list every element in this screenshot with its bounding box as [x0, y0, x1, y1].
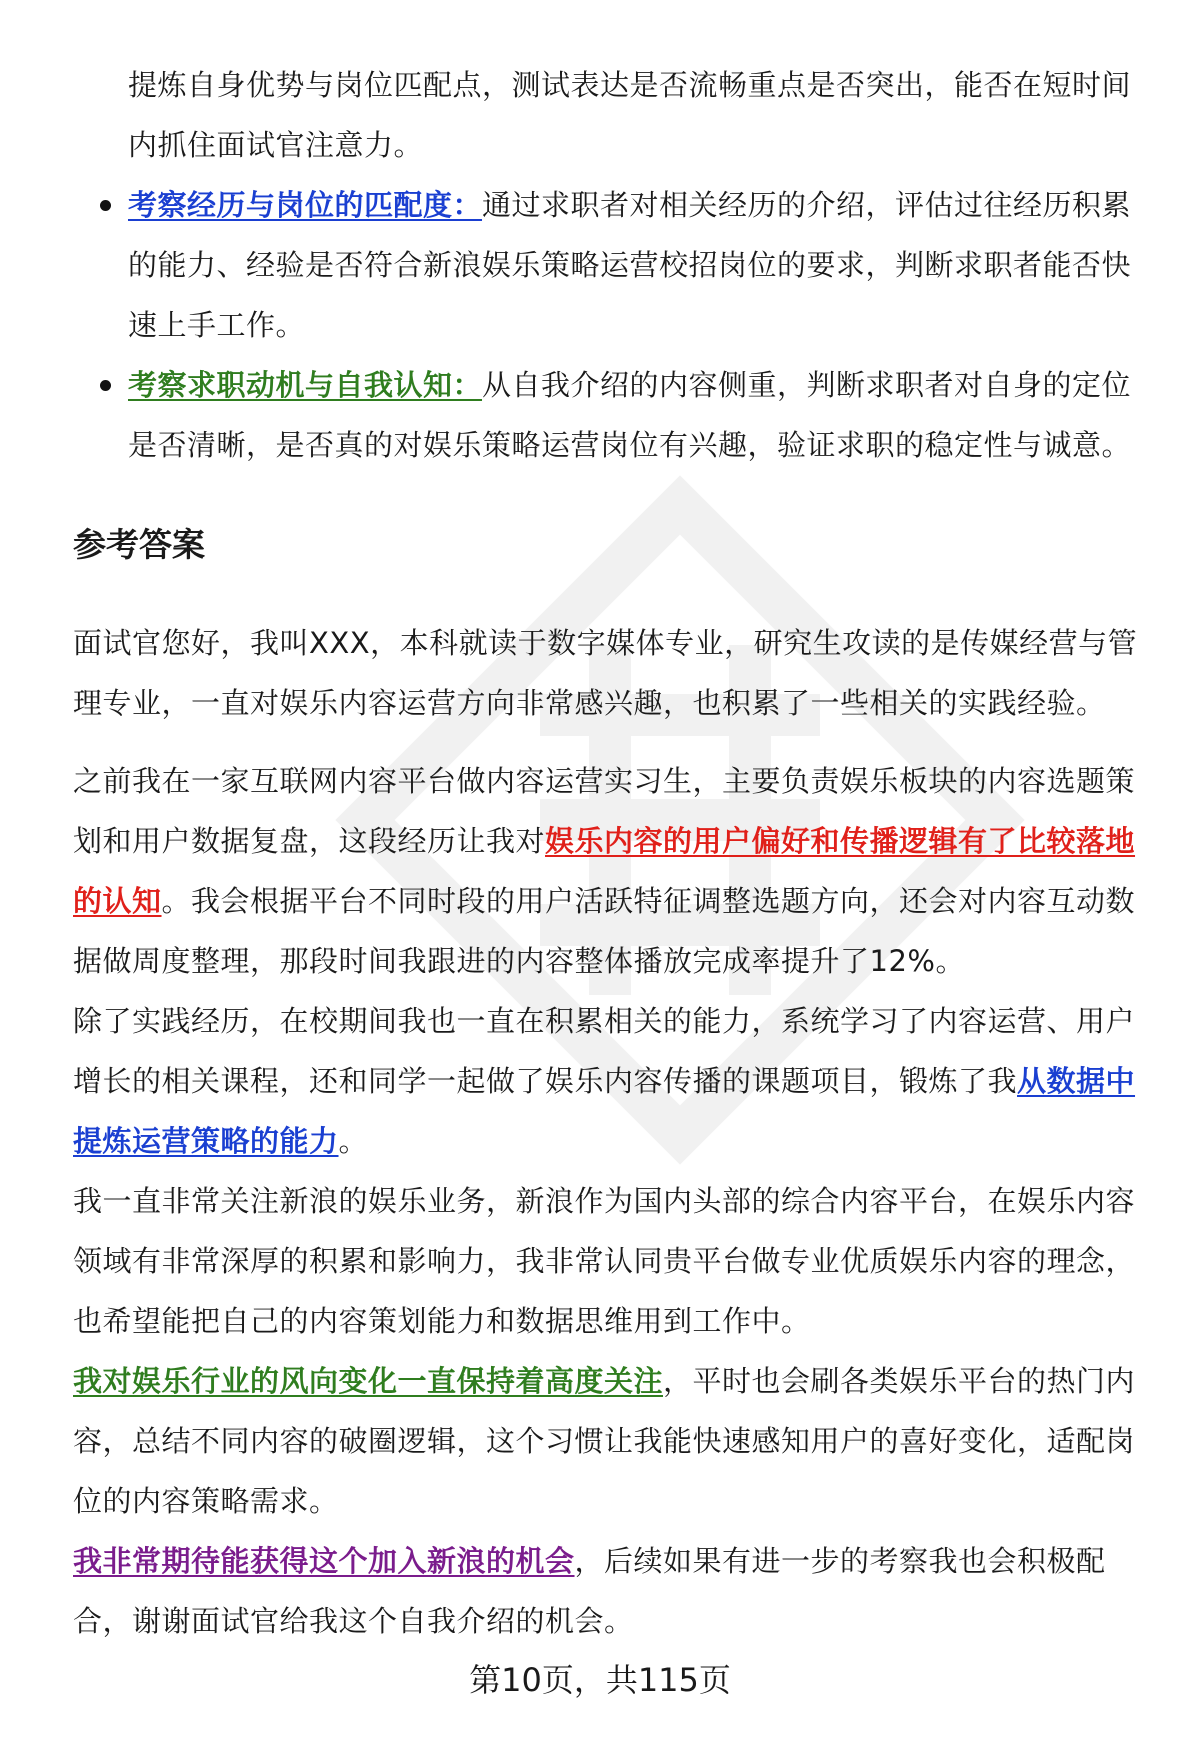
answer-text: ，平时也会刷各类娱乐平台的热门内容，总结不同内容的破圈逻辑，这个习惯让我能快速感知用户的喜好变化，适配岗位的内容策略需求。 — [73, 1364, 1136, 1518]
answer-text: ，后续如果有进一步的考察我也会积极配合，谢谢面试官给我这个自我介绍的机会。 — [73, 1544, 1106, 1638]
section-title: 参考答案 — [73, 525, 205, 564]
criteria-list — [73, 175, 1148, 475]
document-content — [73, 55, 1148, 1651]
answer-paragraph-1: 面试官您好，我叫XXX，本科就读于数字媒体专业，研究生攻读的是传媒经营与管理专业，一直对娱乐内容运营方向非常感兴趣，也积累了一些相关的实践经验。 — [73, 626, 1138, 720]
bullet-dot-icon — [100, 380, 111, 391]
answer-highlight-red: 娱乐内容的用户偏好和传播逻辑有了比较落地的认知 — [73, 824, 1136, 918]
criteria-label: 考察求职动机与自我认知： — [128, 368, 483, 402]
answer-paragraph-3 — [73, 991, 1148, 1171]
answer-highlight-blue: 从数据中提炼运营策略的能力 — [73, 1064, 1136, 1158]
criteria-text: 从自我介绍的内容侧重，判断求职者对自身的定位是否清晰，是否真的对娱乐策略运营岗位有兴趣，验证求职的稳定性与诚意。 — [128, 368, 1132, 462]
answer-paragraph-4: 我一直非常关注新浪的娱乐业务，新浪作为国内头部的综合内容平台，在娱乐内容领域有非常深厚的积累和影响力，我非常认同贵平台做专业优质娱乐内容的理念，也希望能把自己的内容策划能力和数据思维用到工作中。 — [73, 1184, 1136, 1338]
intro-continuation: 提炼自身优势与岗位匹配点，测试表达是否流畅重点是否突出，能否在短时间内抓住面试官注意力。 — [128, 68, 1132, 162]
criteria-text: 通过求职者对相关经历的介绍，评估过往经历积累的能力、经验是否符合新浪娱乐策略运营校招岗位的要求，判断求职者能否快速上手工作。 — [128, 188, 1132, 342]
answer-text: 除了实践经历，在校期间我也一直在积累相关的能力，系统学习了内容运营、用户增长的相关课程，还和同学一起做了娱乐内容传播的课题项目，锻炼了我 — [73, 1004, 1136, 1098]
answer-highlight-purple: 我非常期待能获得这个加入新浪的机会 — [73, 1544, 575, 1578]
answer-paragraph-2 — [73, 751, 1148, 991]
page-number: 第10页，共115页 — [469, 1661, 731, 1699]
criteria-label: 考察经历与岗位的匹配度： — [128, 188, 483, 222]
answer-text: 之前我在一家互联网内容平台做内容运营实习生，主要负责娱乐板块的内容选题策划和用户数据复盘，这段经历让我对 — [73, 764, 1136, 858]
bullet-dot-icon — [100, 200, 111, 211]
answer-paragraph-5 — [73, 1351, 1148, 1531]
criteria-item-motivation — [73, 355, 1148, 475]
answer-paragraph-6 — [73, 1531, 1148, 1651]
criteria-item-experience-match — [73, 175, 1148, 355]
answer-text: 。 — [338, 1124, 369, 1158]
answer-highlight-green: 我对娱乐行业的风向变化一直保持着高度关注 — [73, 1364, 664, 1398]
answer-text: 。我会根据平台不同时段的用户活跃特征调整选题方向，还会对内容互动数据做周度整理，那段时间我跟进的内容整体播放完成率提升了12%。 — [73, 884, 1136, 978]
